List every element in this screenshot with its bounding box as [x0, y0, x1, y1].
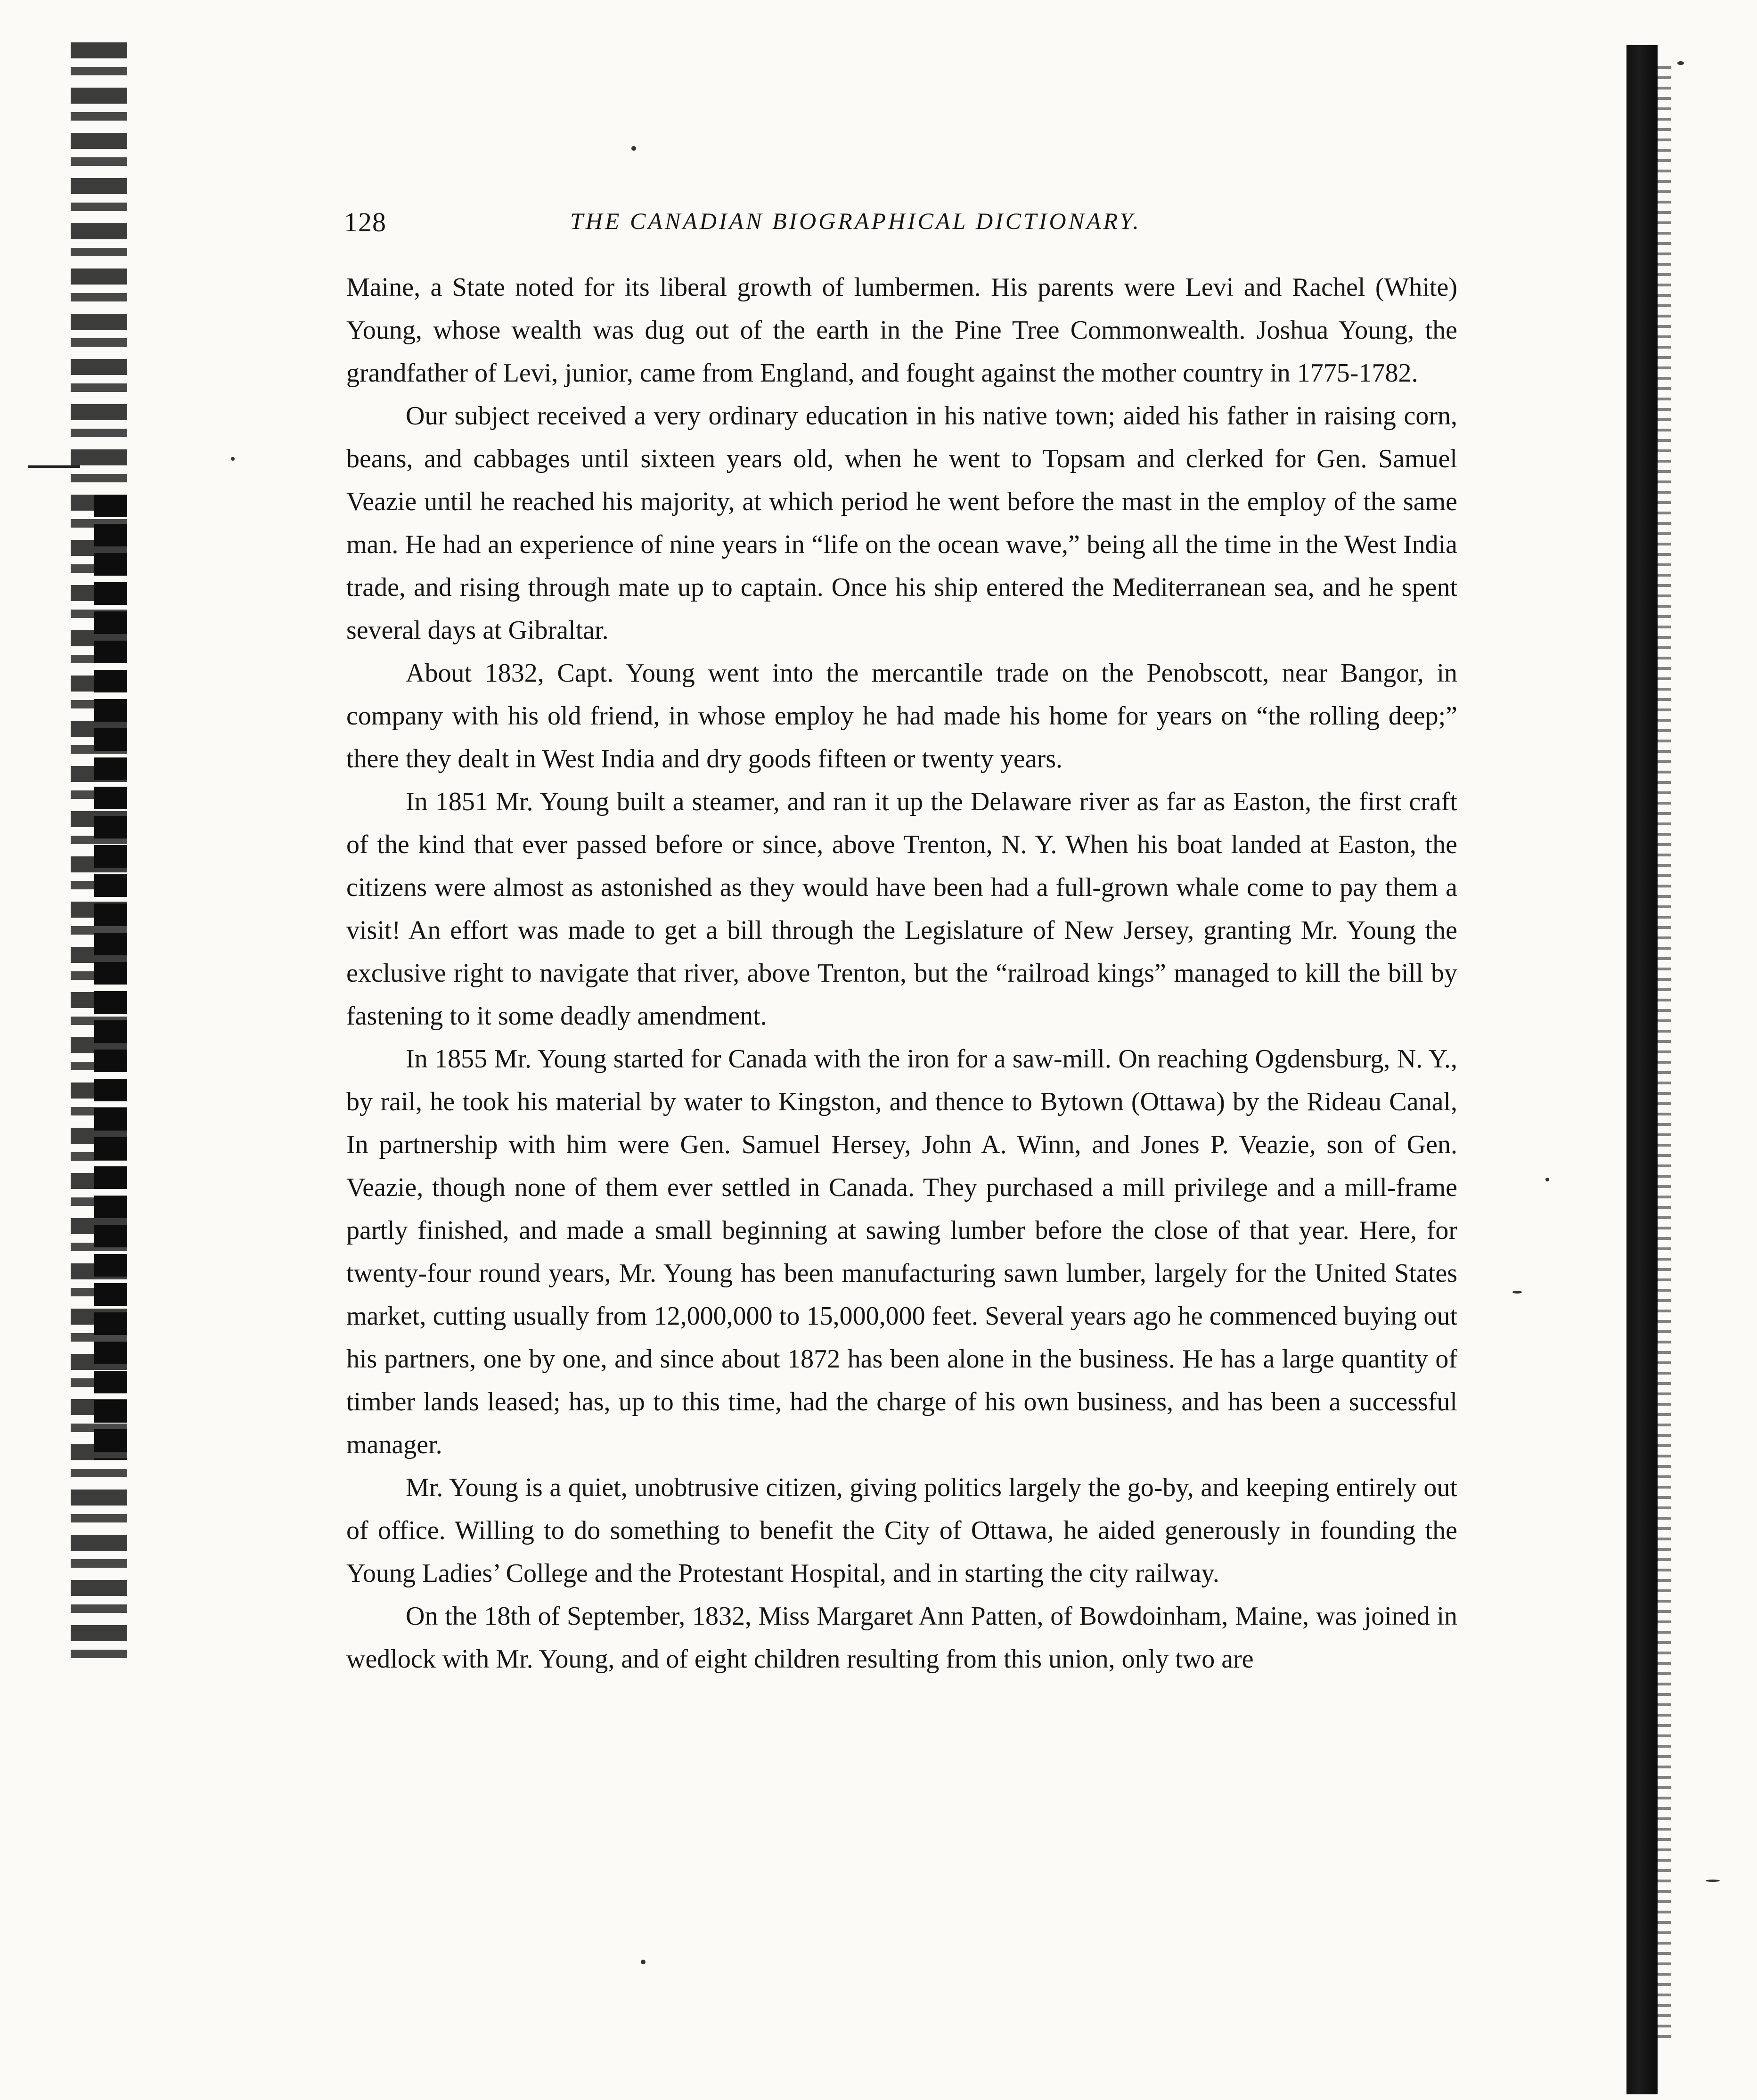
paragraph: On the 18th of September, 1832, Miss Margaret Ann Patten, of Bowdoinham, Maine, was joined in wedlock with Mr. Young, and of eight children resulting from this union, only two are — [346, 1602, 1457, 1674]
scan-speck — [1512, 1291, 1522, 1294]
paragraph: Maine, a State noted for its liberal growth of lumbermen. His parents were Levi and Rachel (White) Young, whose wealth was dug out of the earth in the Pine Tree Commonwealth. Joshua Young, the grandfather of Levi, junior, came from England, and fought against the mother country in 1775-1782. — [346, 273, 1457, 388]
scan-speck — [1706, 1880, 1720, 1882]
scan-speck — [1545, 1178, 1549, 1181]
scan-edge-artifact — [94, 495, 127, 1460]
scan-speck — [231, 457, 235, 461]
paragraph: In 1851 Mr. Young built a steamer, and ran it up the Delaware river as far as Easton, the first craft of the kind that ever passed before or since, above Trenton, N. Y. When his boat landed at Easton, the citizens were almost as astonished as they would have been had a full-grown whale come to pay them a visit! An effort was made to get a bill through the Legislature of New Jersey, granting Mr. Young the exclusive right to navigate that river, above Trenton, but the “railroad kings” managed to kill the bill by fastening to it some deadly amendment. — [346, 787, 1457, 1031]
scan-speck — [1677, 61, 1684, 65]
page-header — [344, 206, 1461, 244]
page-number: 128 — [344, 207, 386, 237]
scan-edge-mark — [28, 465, 80, 468]
running-title: THE CANADIAN BIOGRAPHICAL DICTIONARY. — [570, 208, 1141, 234]
paragraph: Our subject received a very ordinary education in his native town; aided his father in raising corn, beans, and cabbages until sixteen years old, when he went to Topsam and clerked for Gen. Samuel Veazie until he reached his majority, at which period he went before the mast in the employ of the same man. He had an experience of nine years in “life on the ocean wave,” being all the time in the West India trade, and rising through mate up to captain. Once his ship entered the Mediterranean sea, and he spent several days at Gibraltar. — [346, 401, 1457, 645]
scan-speck — [631, 146, 636, 151]
paragraph: In 1855 Mr. Young started for Canada with the iron for a saw-mill. On reaching Ogdensburg, N. Y., by rail, he took his material by water to Kingston, and thence to Bytown (Ottawa) by the Rideau Canal, In partnership with him were Gen. Samuel Hersey, John A. Winn, and Jones P. Veazie, son of Gen. Veazie, though none of them ever settled in Canada. They purchased a mill privilege and a mill-frame partly finished, and made a small beginning at sawing lumber before the close of that year. Here, for twenty-four round years, Mr. Young has been manufacturing sawn lumber, largely for the United States market, cutting usually from 12,000,000 to 15,000,000 feet. Several years ago he commenced buying out his partners, one by one, and since about 1872 has been alone in the business. He has a large quantity of timber lands leased; has, up to this time, had the charge of his own business, and has been a successful manager. — [346, 1044, 1457, 1459]
scan-speck — [641, 1960, 646, 1964]
paragraph: Mr. Young is a quiet, unobtrusive citizen, giving politics largely the go-by, and keeping entirely out of office. Willing to do something to benefit the City of Ottawa, he aided generously in founding the Young Ladies’ College and the Protestant Hospital, and in starting the city railway. — [346, 1473, 1457, 1588]
paragraph: About 1832, Capt. Young went into the mercantile trade on the Penobscott, near Bangor, in company with his old friend, in whose employ he had made his home for years on “the rolling deep;” there they dealt in West India and dry goods fifteen or twenty years. — [346, 659, 1457, 773]
scan-binding-shadow — [1626, 45, 1658, 2094]
body-text — [346, 266, 1457, 1681]
scan-binding-shadow — [1658, 66, 1671, 2044]
